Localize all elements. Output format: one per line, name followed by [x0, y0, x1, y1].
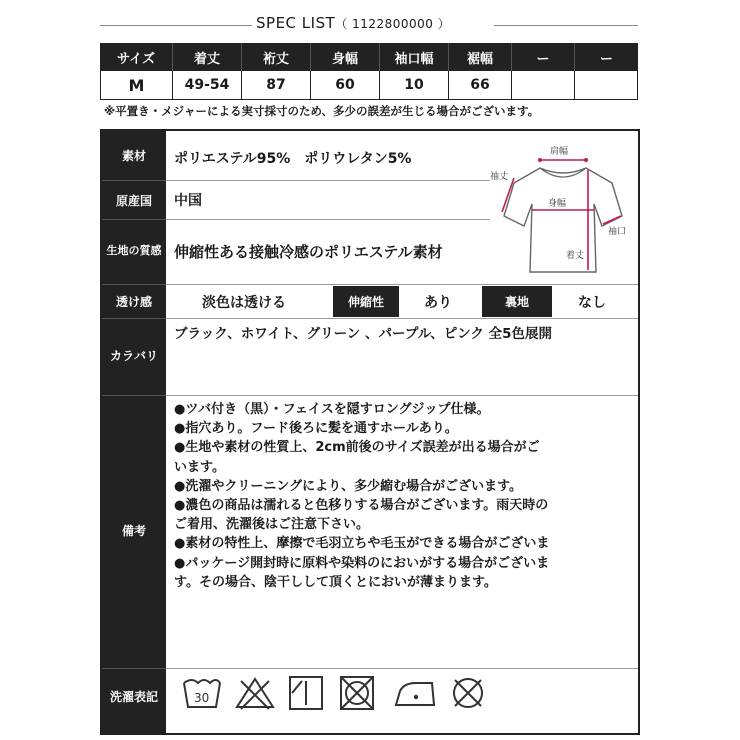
page-title — [256, 14, 496, 32]
label-divider — [102, 395, 166, 396]
lining-value: なし — [578, 295, 606, 311]
row-divider — [166, 395, 638, 396]
row-divider — [166, 284, 638, 285]
label-remarks: 備考 — [102, 515, 166, 545]
size-header-size: サイズ — [100, 43, 172, 71]
stretch-value: あり — [424, 295, 452, 311]
remark-line: ●ツバ付き（黒）・フェイスを隠すロングジップ仕様。 — [174, 402, 490, 417]
remark-line: います。 — [174, 459, 225, 475]
size-value-hem: 66 — [448, 71, 512, 100]
label-column — [102, 131, 166, 733]
remark-line: ●パッケージ開封時に原料や染料のにおいがする場合がございま — [174, 555, 550, 571]
remarks-list — [174, 400, 549, 592]
remark-line: ●生地や素材の性質上、2cm前後のサイズ誤差が出る場合がご — [174, 440, 540, 456]
no-bleach-icon — [233, 675, 277, 711]
no-dry-clean-icon — [449, 675, 487, 711]
garment-diagram — [490, 138, 636, 280]
label-divider — [102, 219, 166, 220]
size-value-yuki: 87 — [241, 71, 311, 100]
header-line-right — [494, 25, 638, 26]
low-iron-icon — [392, 675, 438, 711]
material-value: ポリエステル95% ポリウレタン5% — [174, 151, 412, 167]
size-header-cuff: 袖口幅 — [379, 43, 448, 71]
header-line-left — [100, 25, 252, 26]
size-header-length: 着丈 — [172, 43, 241, 71]
sleeve-text: 袖丈 — [490, 172, 509, 182]
size-value-empty-1 — [511, 71, 575, 100]
remark-line: ご着用、洗濯後はご注意下さい。 — [174, 517, 370, 533]
label-material: 素材 — [102, 140, 166, 170]
remark-line: ●濃色の商品は濡れると色移りする場合がございます。雨天時の — [174, 498, 549, 514]
label-divider — [102, 180, 166, 181]
tshirt-outline — [504, 168, 622, 272]
label-divider — [102, 284, 166, 285]
measurement-note: ※平置き・メジャーによる実寸採寸のため、多少の誤差が生じる場合がございます。 — [104, 104, 540, 118]
remark-line: ●洗濯やクリーニングにより、多少縮む場合がございます。 — [174, 478, 523, 494]
remark-line: す。その場合、陰干しして頂くとにおいが薄まります。 — [174, 574, 497, 590]
row-divider — [166, 668, 638, 669]
row-divider — [166, 180, 490, 181]
label-texture: 生地の質感 — [102, 235, 166, 265]
label-stretch: 伸縮性 — [333, 286, 399, 317]
remark-line: ●素材の特性上、摩擦で毛羽立ちや毛玉ができる場合がございま — [174, 536, 550, 552]
length-text: 着丈 — [566, 251, 585, 261]
remark-line: ●指穴あり。フード後ろに髪を通すホールあり。 — [174, 421, 458, 437]
wash-temp-text: 30 — [194, 691, 210, 705]
shoulder-dot — [584, 158, 588, 162]
label-origin: 原産国 — [102, 185, 166, 215]
label-divider — [102, 318, 166, 319]
size-header-empty-2: ー — [574, 43, 638, 71]
row-divider — [166, 318, 638, 319]
label-lining: 裏地 — [482, 286, 552, 317]
drip-dry-icon — [288, 675, 324, 711]
colors-value: ブラック、ホワイト、グリーン 、パープル、ピンク 全5色展開 — [174, 326, 553, 342]
no-tumble-dry-icon — [338, 675, 376, 711]
shoulder-dot — [538, 158, 542, 162]
size-header-chest: 身幅 — [310, 43, 379, 71]
row-divider — [166, 219, 490, 220]
size-header-hem: 裾幅 — [448, 43, 511, 71]
spec-title: SPEC LIST — [256, 14, 336, 32]
label-sheer: 透け感 — [102, 286, 166, 317]
label-colors: カラバリ — [102, 340, 166, 370]
label-divider — [102, 668, 166, 669]
size-value-cuff: 10 — [379, 71, 449, 100]
size-value-size: M — [100, 71, 173, 100]
label-wash: 洗濯表記 — [102, 681, 166, 711]
product-code: （ 1122800000 ） — [335, 17, 451, 31]
size-value-empty-2 — [574, 71, 638, 100]
cuff-text: 袖口 — [608, 227, 627, 237]
origin-value: 中国 — [174, 193, 202, 209]
shoulder-text: 肩幅 — [550, 147, 569, 157]
texture-value: 伸縮性ある接触冷感のポリエステル素材 — [174, 243, 443, 261]
size-header-empty-1: ー — [511, 43, 574, 71]
size-value-chest: 60 — [310, 71, 380, 100]
chest-text: 身幅 — [548, 199, 567, 209]
size-value-length: 49-54 — [172, 71, 242, 100]
wash-30-icon — [180, 675, 224, 711]
size-header-yuki: 裄丈 — [241, 43, 310, 71]
sheer-value: 淡色は透ける — [202, 295, 286, 311]
